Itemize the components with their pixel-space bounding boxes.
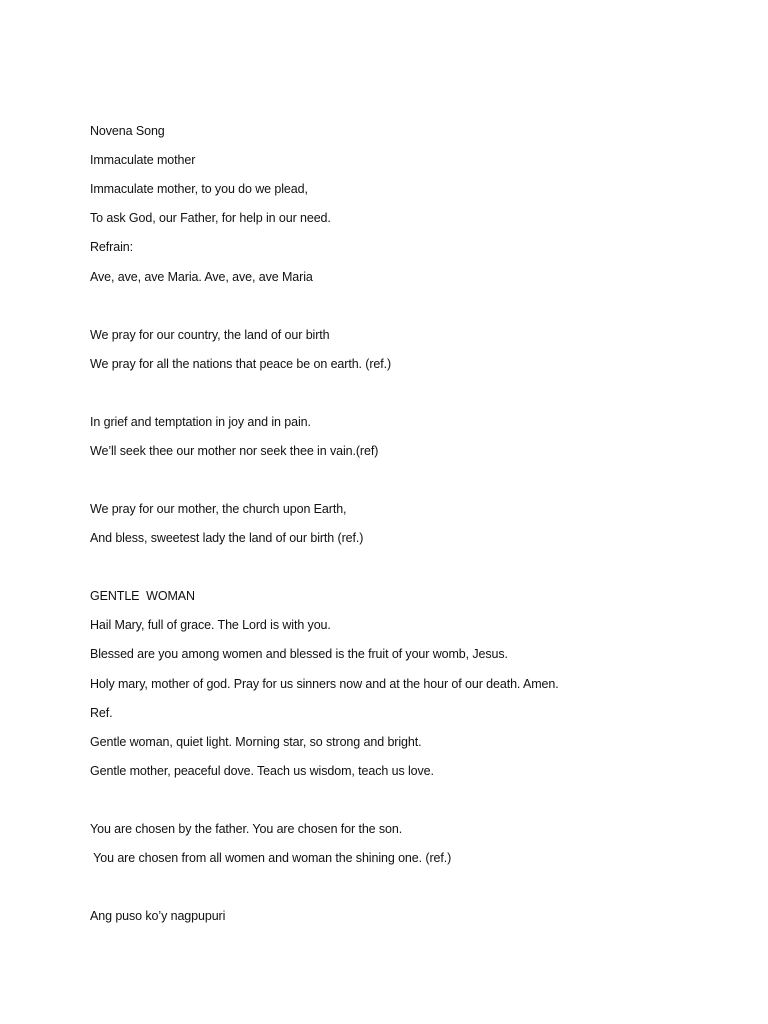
lyric-line: Hail Mary, full of grace. The Lord is with you. xyxy=(90,618,331,632)
lyric-line: You are chosen by the father. You are chosen for the son. xyxy=(90,822,403,836)
refrain-line: Gentle mother, peaceful dove. Teach us wisdom, teach us love. xyxy=(90,764,434,778)
lyric-line: We pray for all the nations that peace be on earth. (ref.) xyxy=(90,357,392,371)
lyric-line: Immaculate mother, to you do we plead, xyxy=(90,182,308,196)
lyric-line: Blessed are you among women and blessed is the fruit of your womb, Jesus. xyxy=(90,647,508,661)
song-title-ang-puso: Ang puso ko’y nagpupuri xyxy=(90,909,226,923)
lyric-line: You are chosen from all women and woman the shining one. (ref.) xyxy=(90,851,452,865)
song-title-gentle-woman: GENTLE WOMAN xyxy=(90,589,195,603)
lyric-line: And bless, sweetest lady the land of our birth (ref.) xyxy=(90,531,364,545)
lyric-line: In grief and temptation in joy and in pain. xyxy=(90,415,311,429)
lyric-line: We’ll seek thee our mother nor seek thee in vain.(ref) xyxy=(90,444,379,458)
refrain-label: Refrain: xyxy=(90,240,133,254)
lyric-line: We pray for our mother, the church upon Earth, xyxy=(90,502,347,516)
lyric-line: To ask God, our Father, for help in our need. xyxy=(90,211,331,225)
lyric-line: We pray for our country, the land of our birth xyxy=(90,328,330,342)
lyric-line: Holy mary, mother of god. Pray for us sinners now and at the hour of our death. Amen. xyxy=(90,677,559,691)
song-title-novena: Novena Song xyxy=(90,124,165,138)
refrain-line: Gentle woman, quiet light. Morning star, so strong and bright. xyxy=(90,735,422,749)
song-subtitle: Immaculate mother xyxy=(90,153,196,167)
refrain-label: Ref. xyxy=(90,706,113,720)
refrain-line: Ave, ave, ave Maria. Ave, ave, ave Maria xyxy=(90,270,313,284)
